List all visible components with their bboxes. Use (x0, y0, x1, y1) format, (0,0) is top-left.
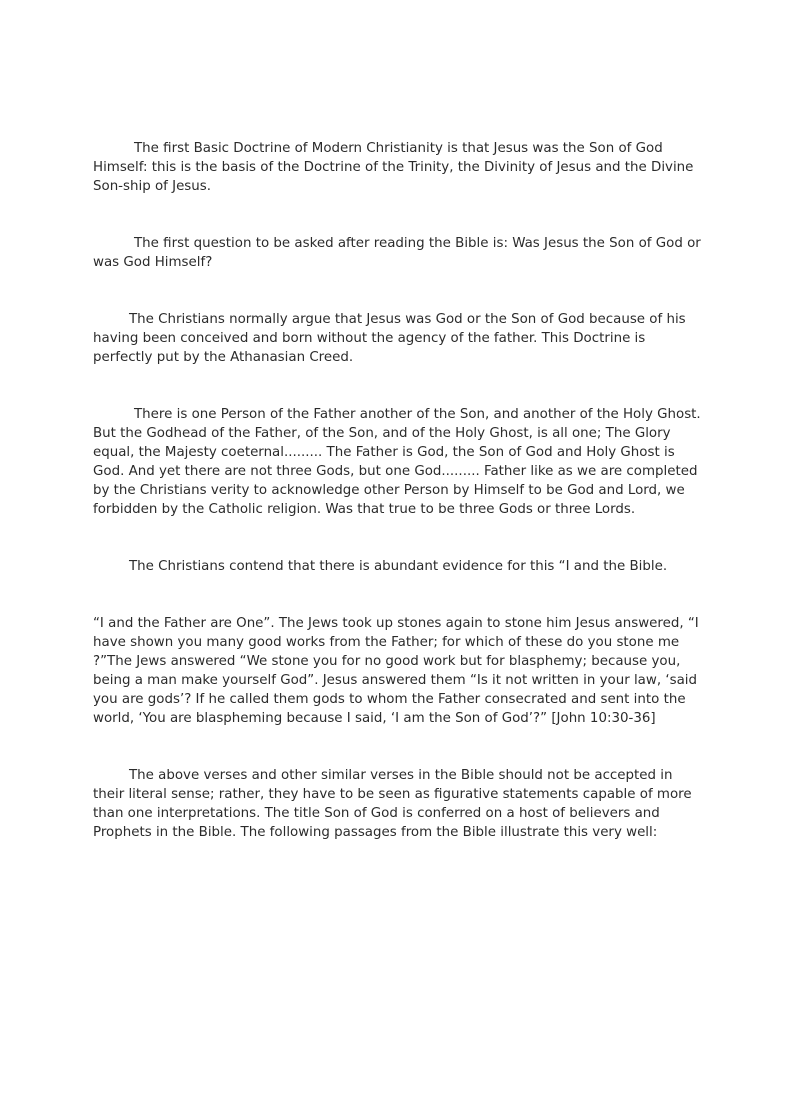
paragraph-figurative-interpretation: The above verses and other similar verses in the Bible should not be accepted in their literal sense; rather, they have to be seen as figurative statements capable of more than one interpretations. The title Son of God is conferred on a host of believers and Prophets in the Bible. The following passages from the Bible illustrate this very well: (93, 768, 692, 840)
paragraph-christians-argue: The Christians normally argue that Jesus was God or the Son of God because of his having been conceived and born without the agency of the father. This Doctrine is perfectly put by the Athanasian Creed. (93, 312, 686, 365)
paragraph-john-quote: “I and the Father are One”. The Jews took up stones again to stone him Jesus answered, “I have shown you many good works from the Father; for which of these do you stone me ?”The Jews answered “We stone you for no good work but for blasphemy; because you, being a man make yourself God”. Jesus answered them “Is it not written in your law, ‘said you are gods’? If he called them gods to whom the Father consecrated and sent into the world, ‘You are blaspheming because I said, ‘I am the Son of God’?” [John 10:30-36] (93, 616, 699, 726)
document-page (93, 139, 705, 842)
paragraph-first-question: The first question to be asked after reading the Bible is: Was Jesus the Son of God or was God Himself? (93, 236, 701, 270)
paragraph-christians-contend: The Christians contend that there is abundant evidence for this “I and the Bible. (129, 559, 668, 574)
paragraph-basic-doctrine: The first Basic Doctrine of Modern Christianity is that Jesus was the Son of God Himself: this is the basis of the Doctrine of the Trinity, the Divinity of Jesus and the Divine Son-ship of Jesus. (93, 141, 694, 194)
paragraph-athanasian-creed: There is one Person of the Father another of the Son, and another of the Holy Ghost. But the Godhead of the Father, of the Son, and of the Holy Ghost, is all one; The Glory equal, the Majesty coeternal......... The Father is God, the Son of God and Holy Ghost is God. And yet there are not three Gods, but one God......... Father like as we are completed by the Christians verity to acknowledge other Person by Himself to be God and Lord, we forbidden by the Catholic religion. Was that true to be three Gods or three Lords. (93, 407, 701, 517)
